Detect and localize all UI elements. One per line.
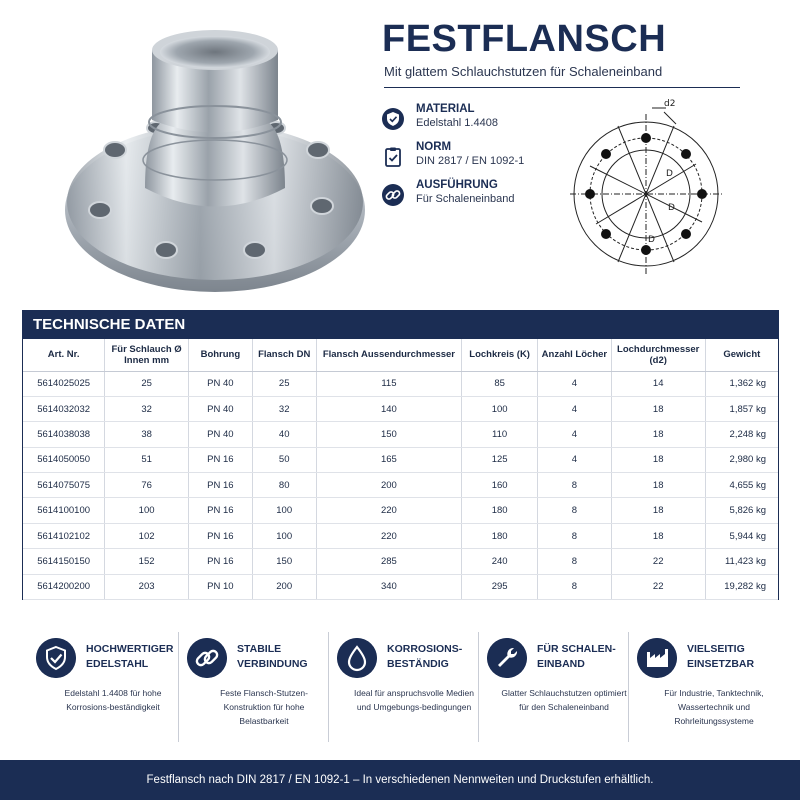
spec-label: NORM [416,141,452,153]
spec-label: AUSFÜHRUNG [416,179,498,191]
table-cell: 5,944 kg [705,523,778,548]
hero-section [0,0,800,300]
table-cell: 4 [538,371,612,396]
table-header-row [23,339,778,371]
table-cell: PN 16 [188,523,252,548]
table-cell: 125 [462,447,538,472]
chain-link-icon [382,184,404,206]
spec-norm [382,140,572,178]
page-title: FESTFLANSCH [382,18,667,60]
table-cell: 200 [252,574,316,599]
footer-banner: Festflansch nach DIN 2817 / EN 1092-1 – In verschiedenen Nennweiten und Druckstufen erhältlich. [0,760,800,800]
table-cell: 4 [538,396,612,421]
title-divider [384,87,740,88]
column-header: Für Schlauch Ø Innen mm [105,339,189,371]
feature-description: Für Industrie, Tanktechnik, Wassertechnik und Rohrleitungssysteme [664,688,764,726]
table-row [23,422,778,447]
table-cell: 8 [538,549,612,574]
table-cell: 5614038038 [23,422,105,447]
flange-product-image [60,10,370,295]
table-cell: 5,826 kg [705,498,778,523]
data-table [23,339,778,600]
table-cell: 40 [252,422,316,447]
feature-title: HOCHWERTIGER EDELSTAHL [86,643,174,670]
table-cell: 180 [462,523,538,548]
table-cell: 5614150150 [23,549,105,574]
table-cell: 22 [611,574,705,599]
table-cell: 100 [462,396,538,421]
table-cell: 25 [252,371,316,396]
table-cell: 22 [611,549,705,574]
feature-verbindung [178,632,328,742]
feature-title: VIELSEITIG EINSETZBAR [687,643,755,670]
table-cell: 240 [462,549,538,574]
technical-drawing [566,96,726,286]
table-row [23,396,778,421]
column-header: Flansch DN [252,339,316,371]
feature-title: FÜR SCHALEN-EINBAND [537,643,616,670]
wrench-icon [487,638,527,678]
table-cell: 5614200200 [23,574,105,599]
table-cell: PN 40 [188,422,252,447]
table-cell: 8 [538,523,612,548]
table-cell: 100 [252,498,316,523]
table-cell: 18 [611,422,705,447]
table-cell: 14 [611,371,705,396]
feature-description: Feste Flansch-Stutzen-Konstruktion für hohe Belastbarkeit [220,688,308,726]
table-cell: 220 [316,523,462,548]
table-cell: 152 [105,549,189,574]
feature-list [28,632,778,742]
table-cell: 203 [105,574,189,599]
table-cell: 1,857 kg [705,396,778,421]
table-cell: 115 [316,371,462,396]
table-cell: 220 [316,498,462,523]
table-cell: 1,362 kg [705,371,778,396]
table-cell: 102 [105,523,189,548]
table-cell: 150 [316,422,462,447]
table-cell: PN 16 [188,447,252,472]
feature-korrosion [328,632,478,742]
table-cell: 4 [538,422,612,447]
table-cell: 100 [105,498,189,523]
table-cell: 25 [105,371,189,396]
spec-value: Für Schaleneinband [416,193,515,205]
table-cell: 4 [538,447,612,472]
table-cell: 85 [462,371,538,396]
table-cell: 51 [105,447,189,472]
spec-value: DIN 2817 / EN 1092-1 [416,155,525,167]
shield-icon [36,638,76,678]
page-subtitle: Mit glattem Schlauchstutzen für Schaleneinband [384,64,663,79]
table-cell: 140 [316,396,462,421]
table-cell: 80 [252,473,316,498]
table-row [23,371,778,396]
drawing-label-d-outer: D [668,203,675,213]
table-cell: 340 [316,574,462,599]
shield-icon [382,108,404,130]
drawing-label-k: D [666,169,673,179]
table-cell: 165 [316,447,462,472]
feature-description: Edelstahl 1.4408 für hohe Korrosions-beständigkeit [64,688,162,712]
table-cell: 285 [316,549,462,574]
table-cell: 8 [538,498,612,523]
drawing-label-d2: d2 [664,99,676,109]
feature-description: Ideal für anspruchsvolle Medien und Umgebungs-bedingungen [353,688,474,712]
table-cell: 160 [462,473,538,498]
table-row [23,523,778,548]
table-cell: 5614102102 [23,523,105,548]
table-cell: 2,248 kg [705,422,778,447]
table-cell: 5614100100 [23,498,105,523]
table-cell: 5614032032 [23,396,105,421]
table-cell: 18 [611,473,705,498]
table-cell: 18 [611,523,705,548]
table-cell: 4,655 kg [705,473,778,498]
table-row [23,447,778,472]
factory-icon [637,638,677,678]
table-cell: 50 [252,447,316,472]
table-cell: 11,423 kg [705,549,778,574]
column-header: Gewicht [705,339,778,371]
table-cell: PN 40 [188,396,252,421]
spec-list [382,102,572,216]
table-cell: 200 [316,473,462,498]
column-header: Bohrung [188,339,252,371]
table-cell: PN 40 [188,371,252,396]
table-row [23,549,778,574]
table-cell: 18 [611,447,705,472]
clipboard-check-icon [382,146,404,168]
feature-description: Glatter Schlauchstutzen optimiert für den Schaleneinband [501,688,627,712]
table-cell: 110 [462,422,538,447]
table-cell: 8 [538,574,612,599]
drawing-label-d-inner: D [648,235,655,245]
chain-link-icon [187,638,227,678]
table-cell: PN 10 [188,574,252,599]
table-cell: 5614075075 [23,473,105,498]
table-cell: 19,282 kg [705,574,778,599]
spec-value: Edelstahl 1.4408 [416,117,498,129]
table-cell: 18 [611,396,705,421]
technical-data-table [22,310,779,600]
table-cell: 150 [252,549,316,574]
feature-edelstahl [28,632,178,742]
table-cell: 18 [611,498,705,523]
feature-title: KORROSIONS-BESTÄNDIG [387,643,463,670]
feature-vielseitig [628,632,778,742]
spec-material [382,102,572,140]
spec-ausfuehrung [382,178,572,216]
table-row [23,473,778,498]
table-cell: PN 16 [188,473,252,498]
spec-label: MATERIAL [416,103,475,115]
table-cell: 2,980 kg [705,447,778,472]
table-cell: 76 [105,473,189,498]
water-drop-icon [337,638,377,678]
table-cell: 32 [105,396,189,421]
table-row [23,574,778,599]
table-title: TECHNISCHE DATEN [23,311,778,339]
table-cell: 38 [105,422,189,447]
table-cell: 5614025025 [23,371,105,396]
table-cell: 5614050050 [23,447,105,472]
feature-schaleneinband [478,632,628,742]
table-cell: PN 16 [188,549,252,574]
column-header: Flansch Aussendurchmesser [316,339,462,371]
table-cell: 180 [462,498,538,523]
column-header: Lochkreis (K) [462,339,538,371]
table-cell: PN 16 [188,498,252,523]
column-header: Art. Nr. [23,339,105,371]
table-cell: 32 [252,396,316,421]
column-header: Anzahl Löcher [538,339,612,371]
table-cell: 100 [252,523,316,548]
table-cell: 295 [462,574,538,599]
feature-title: STABILE VERBINDUNG [237,643,308,670]
column-header: Lochdurchmesser (d2) [611,339,705,371]
table-row [23,498,778,523]
table-cell: 8 [538,473,612,498]
